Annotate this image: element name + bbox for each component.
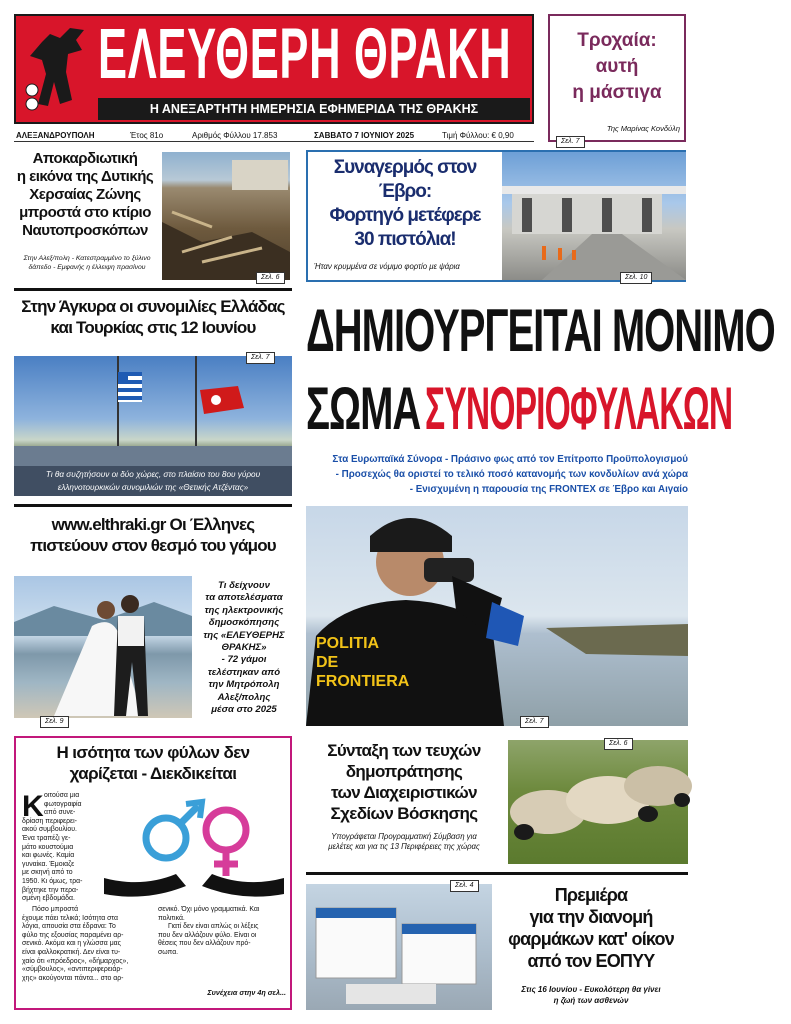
promo-headline: Τροχαία: αυτή η μάστιγα (572, 30, 662, 103)
divider (14, 504, 292, 507)
main-headline[interactable]: ΔΗΜΙΟΥΡΓΕΙΤΑΙ ΜΟΝΙΜΟ ΣΩΜΑ ΣΥΝΟΡΙΟΦΥΛΑΚΩΝ (306, 298, 775, 443)
story-gender-body-top: οιτούσα μια φωτογραφία από συνε- δρίαση περιφερει- ακού συμβουλίου. Ένα τραπέζι γε- μάτο κουστούμια και φωνές. Καμία γυναίκα. Έμοιαζε με σκηνή από το 1950. Κι όμως, τρα- βήχτηκε την περα- σμένη εβδομάδα. (22, 792, 83, 903)
divider (14, 288, 292, 291)
story-evros-box[interactable] (306, 150, 686, 282)
city: ΑΛΕΞΑΝΔΡΟΥΠΟΛΗ (16, 131, 95, 140)
story-west-headline[interactable]: Αποκαρδιωτική η εικόνα της Δυτικής Χερσαίας Ζώνης μπροστά στο κτίριο Ναυτοπροσκόπων (16, 150, 154, 239)
story-ankara-page-ref: Σελ. 7 (246, 352, 275, 364)
story-eopyy-caption: Στις 16 Ιουνίου - Ευκολότερη θα γίνει η ζωή των ασθενών (521, 985, 661, 1005)
drop-cap: Κ (22, 790, 44, 823)
main-photo-text: POLITIA DE FRONTIERA (316, 635, 410, 690)
story-evros-photo (502, 152, 686, 280)
story-grazing-photo (508, 740, 688, 864)
story-eopyy-page-ref: Σελ. 4 (450, 880, 479, 892)
promo-byline: Της Μαρίνας Κονδύλη (606, 124, 680, 133)
story-west-caption: Στην Αλεξ/πολη - Κατεστραμμένο το ξύλινο δάπεδο - Εμφανής η έλλειψη πρασίνου (23, 255, 151, 271)
story-west-photo (162, 152, 290, 280)
main-story-page-ref: Σελ. 7 (520, 716, 549, 728)
story-marriage-photo (14, 576, 192, 718)
masthead-title: ΕΛΕΥΘΕΡΗ ΘΡΑΚΗ (98, 12, 512, 94)
story-gender-headline: Η ισότητα των φύλων δεν χαρίζεται - Διεκδικείται (56, 743, 250, 783)
date: ΣΑΒΒΑΤΟ 7 ΙΟΥΝΙΟΥ 2025 (314, 131, 415, 140)
story-evros-page-ref: Σελ. 10 (620, 272, 652, 284)
year: Έτος 81ο (130, 131, 164, 140)
main-story-photo (306, 506, 688, 726)
story-grazing-page-ref: Σελ. 6 (604, 738, 633, 750)
story-gender-continued[interactable]: Συνέχεια στην 4η σελ... (207, 988, 286, 997)
story-ankara-caption: Τι θα συζητήσουν οι δύο χώρες, στο πλαίσιο του 8ου γύρου ελληνοτουρκικών συνομιλιών της «Θετικής Ατζέντας» (14, 466, 292, 496)
story-gender-body-left: Πόσο μπροστά έχουμε πάει τελικά; Ισότητα στα λόγια, απουσία στα έδρανα: Το φύλο της εξουσίας παραμένει αρ- σενικό. Ακόμα και η γλώσσα μας είναι φαλλοκρατική. Δεν είναι τυ- χαίο ότι «πρόεδρος», «δήμαρχος», «σύμβουλος», «αντιπεριφερειάρ- χης» ακούγονται πάντα... στο αρ- (22, 906, 129, 982)
date-line (14, 130, 534, 142)
story-eopyy-headline[interactable]: Πρεμιέρα για την διανομή φαρμάκων κατ' οίκον από τον ΕΟΠΥΥ (508, 885, 674, 971)
story-grazing-caption: Υπογράφεται Προγραμματική Σύμβαση για μελέτες και για τις 13 Περιφέρειες της χώρας (328, 832, 480, 852)
story-ankara-headline[interactable]: Στην Άγκυρα οι συνομιλίες Ελλάδας και Τουρκίας στις 12 Ιουνίου (21, 297, 285, 337)
story-marriage-page-ref: Σελ. 9 (40, 716, 69, 728)
divider (306, 872, 688, 875)
masthead-subtitle-bar: Η ΑΝΕΞΑΡΤΗΤΗ ΗΜΕΡΗΣΙΑ ΕΦΗΜΕΡΙΔΑ ΤΗΣ ΘΡΑΚΗΣ (98, 98, 530, 120)
story-west-page-ref: Σελ. 6 (256, 272, 285, 284)
story-marriage-headline[interactable]: www.elthraki.gr Οι Έλληνες πιστεύουν στον θεσμό του γάμου (30, 515, 276, 555)
story-eopyy-photo (306, 884, 492, 1010)
story-marriage-side-text: Τι δείχνουν τα αποτελέσματα της ηλεκτρονικής δημοσκόπησης της «ΕΛΕΥΘΕΡΗΣ ΘΡΑΚΗΣ» - 72 γάμοι τελέστηκαν από την Μητρόπολη Αλεξ/πολης μέσα στο 2025 (203, 580, 285, 716)
gender-symbols-graphic (102, 794, 286, 906)
story-grazing-headline[interactable]: Σύνταξη των τευχών δημοπράτησης των Διαχειριστικών Σχεδίων Βόσκησης (327, 741, 481, 823)
main-story-subs: Στα Ευρωπαϊκά Σύνορα - Πράσινο φως από τον Επίτροπο Προϋπολογισμού - Προσεχώς θα οριστεί το τελικό ποσό κατανομής των κονδυλίων ανά χώρα - Ενισχυμένη η παρουσία της FRONTEX σε Έβρο και Αιγαίο (332, 454, 688, 495)
story-evros-caption: Ήταν κρυμμένα σε νόμιμο φορτίο με ψάρια (314, 262, 460, 271)
story-gender-body-right: σενικό. Όχι μόνο γραμματικά. Και πολιτικά. Γιατί δεν είναι απλώς οι λέξεις που δεν αλλάζουν φύλο. Είναι οι θέσεις που δεν αλλάζουν πρό- σωπα. (158, 906, 260, 956)
price: Τιμή Φύλλου: € 0,90 (442, 131, 514, 140)
promo-box[interactable] (548, 14, 686, 142)
story-evros-headline: Συναγερμός στον Έβρο: Φορτηγό μετέφερε 30 πιστόλια! (329, 157, 481, 250)
story-gender-box[interactable] (14, 736, 292, 1010)
promo-page-ref: Σελ. 7 (556, 136, 585, 148)
issue: Αριθμός Φύλλου 17.853 (192, 131, 278, 140)
masthead-logo (20, 20, 94, 116)
